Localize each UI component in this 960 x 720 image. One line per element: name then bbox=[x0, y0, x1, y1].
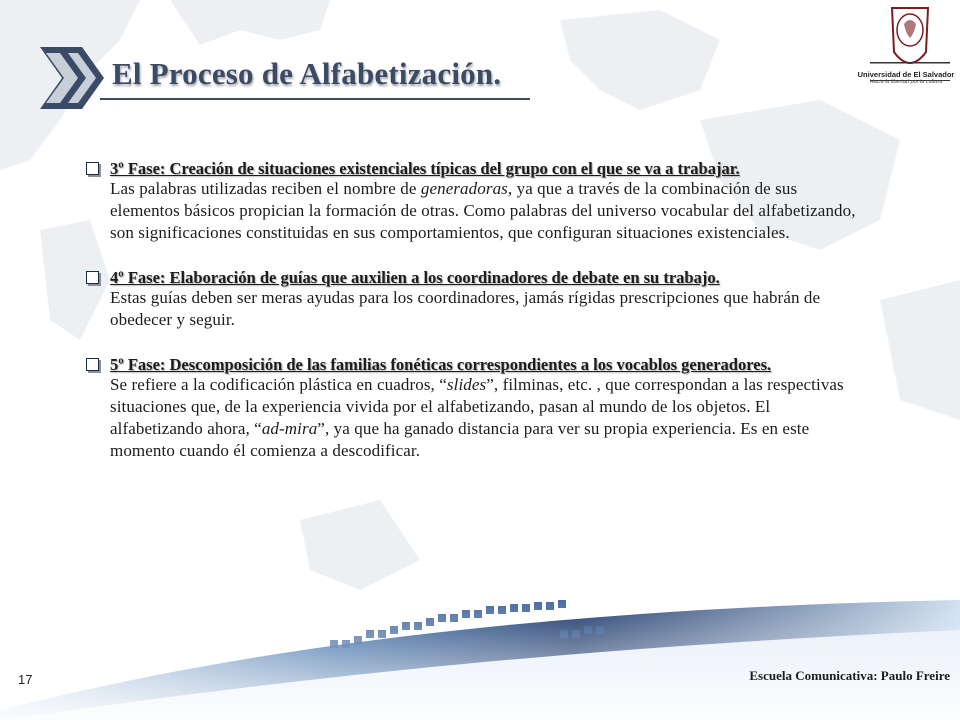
title-underline bbox=[100, 98, 530, 100]
footer-ribbon bbox=[0, 600, 960, 720]
list-item-phase-4 bbox=[84, 268, 864, 331]
phase-description: Estas guías deben ser meras ayudas para los coordinadores, jamás rígidas prescripciones que habrán de obedecer y seguir. bbox=[110, 288, 821, 329]
phase-description: Se refiere a la codificación plástica en cuadros, “slides”, filminas, etc. , que correspondan a las respectivas situaciones que, de la experiencia vivida por el alfabetizando, pasan al mundo de los objetos. El alfabetizando ahora, “ad-mira”, ya que ha ganado distancia para ver su propia experiencia. Es en este momento cuando él comienza a descodificar. bbox=[110, 375, 844, 460]
footer-credit: Escuela Comunicativa: Paulo Freire bbox=[749, 668, 950, 683]
phase-list bbox=[84, 159, 864, 486]
university-name: Universidad de El Salvador bbox=[857, 70, 955, 79]
page-title: El Proceso de Alfabetización. bbox=[112, 56, 502, 91]
checkbox-bullet-icon bbox=[86, 358, 99, 371]
phase-description: Las palabras utilizadas reciben el nombre de generadoras, ya que a través de la combinación de sus elementos básicos propician la formación de otras. Como palabras del universo vocabular del alfabetizando, son significaciones constituidas en sus comportamientos, que configuran situaciones existenciales. bbox=[110, 179, 856, 242]
phase-heading: 5º Fase: Descomposición de las familias fonéticas correspondientes a los vocablos generadores. bbox=[110, 355, 772, 374]
phase-heading: 3º Fase: Creación de situaciones existenciales típicas del grupo con el que se va a trabajar. bbox=[110, 159, 740, 178]
double-chevron-icon bbox=[38, 45, 108, 111]
university-motto: Hacia la libertad por la cultura bbox=[869, 79, 943, 85]
list-item-phase-3 bbox=[84, 159, 864, 244]
list-item-phase-5 bbox=[84, 355, 864, 462]
phase-heading: 4º Fase: Elaboración de guías que auxilien a los coordinadores de debate en su trabajo. bbox=[110, 268, 720, 287]
checkbox-bullet-icon bbox=[86, 271, 99, 284]
checkbox-bullet-icon bbox=[86, 162, 99, 175]
page-number: 17 bbox=[18, 672, 33, 687]
